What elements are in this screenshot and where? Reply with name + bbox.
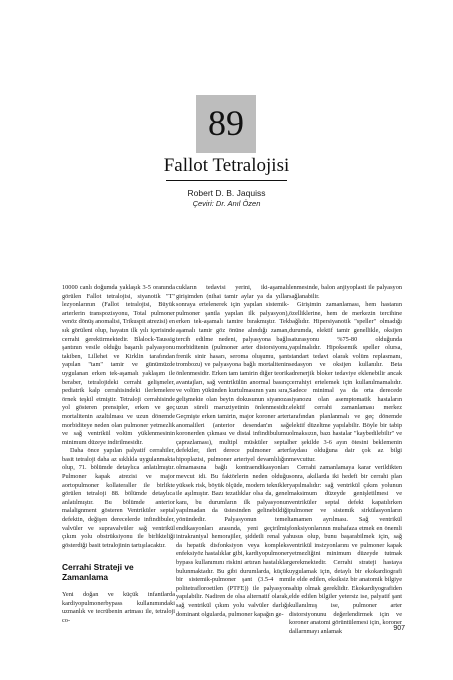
section-heading: Cerrahi Strateji ve Zamanlama: [62, 562, 134, 582]
paragraph: 10000 canlı doğumda yaklaşık 3-5 oranında görülen Fallot tetralojisi, siyanotik "T" lezyonlarının (Fallot tetralojisi, Büyük arterlerin transpozisyonu, Total pulmoner venöz dönüş anomalisi, Trikuspit atrezisi) en sık görüleni olup, hayatın ilk yılı içerisinde cerrahi gerektirmektedir. Blalock-Taussig şantının vesile olduğu başarılı palyasyonu takiben, Lillehei ve Kirklin tarafından yapılan "tam" tamir ve günümüzde uygulanan erken tek-aşamalı yaklaşım ile beraber, tetralojideki cerrahi gelişmeler, pediatrik kalp cerrahisindeki ilerlemelere örnek teşkil etmiştir. Tetraloji cerrahisinde yol gösteren prensipler, erken ve geç mortalitenin azaltılması ve uzun dönemde morbiditeye neden olan pulmoner yetmezlik ve sağ ventrikül volüm yüklenmesinin minimum düzeye indirilmesidir.: [62, 284, 175, 446]
chapter-translator: Çeviri: Dr. Anıl Özen: [192, 199, 261, 208]
paragraph: lenmesinde, balon anjiyoplasti ile palyasyon sağlanabilir.: [289, 284, 402, 300]
paragraph: Daha önce yapılan palyatif cerrahiler, basit tetraloji daha az sıklıkla uygulanmakta olup, 71. bölümde detaylıca anlatılmıştır. Pulmoner kapak atrezisi ve major aortopulmoner kollateraller ile birlikte görülen tetraloji 88. bölümde detaylıca anlatılmıştır. Bu bölümde anterior malalignment gösteren Ventriküler septal defektin, değişen derecelerde infindibuler, valvüler ve supravalvüler sağ ventrikül çıkım yolu obstrüksiyonu ile birlikteliği gösterdiği basit tetralojinin tartışılacaktır.: [62, 447, 175, 549]
body-column-2: [176, 284, 289, 622]
page-number: 907: [393, 625, 405, 632]
paragraph: cukların tedavisi yerini, iki-aşamalı girişimden (nihai tamir aylar ya da yıllar sonraya ertelenerek için yapılan sistemik-pulmoner şantla yapılan ilk palyasyon), erken tek-aşamalı tamire bırakmıştır. Tek aşamalı tamir göz önüne alındığı zaman, tercih edilme nedeni, palyasyona bağlı morbiditenin (pulmoner arter distorsiyonu, frenik sinir hasarı, seroma oluşumu, şant trombozu) ve palyasyona bağlı mortalitenin önlenmesidir. Erken tam tamirin diğer teorik avantajları, sağ ventrikülün anormal basınç ve volüm yükünden kurtulmasının yanı sıra, gelişmekte olan beyin dokusunun siyanoza uzun süreli maruziyetinin önlenmesidir. Geçmişte erken tamirin, major koroner arter anomalileri (anterior desendan'ın sağ koronerden çıkması ve distal infindibulumu çaprazlaması), multipl müsküler septal defektler, ileri derece pulmoner arter hipoplazisi, pulmoner arteriyel devamlılığın olmamasına bağlı kontraendikasyonları mevcut idi. Bu faktörlerin neden olduğu yüksek risk, böyük ölçüde, modern teknikler ile aşılmıştır. Bazı tezatlıklar olsa da, genel kanı, bu durumların ilk palyasyonun yapılmadan da üstesinden gelinebildiği yönündedir. Palyasyonun temel endikasyonları arasında, yeni geçirilmiş intrakraniyal hemorajiler, şiddetli renal ya da hepatik disfonksiyon veya kompleks enfeksiyöz hastalıklar gibi, kardiyopulmoner bypass kullanımını riskini artıran hastalıklar bulunmaktadır. Bu gibi durumlarda, küçük bir sistemik-pulmoner şant (3.5-4 mm politetrafloroetilen (PTFE)) ile palyasyon yapılabilir. Nadiren de olsa alternatif olarak, sağ ventrikül çıkım yolu valvüler darlığı dominant olgularda, pulmoner kapağın ge-: [176, 284, 289, 618]
body-column-1-continued: [62, 591, 175, 624]
chapter-author: Robert D. B. Jaquiss: [187, 188, 266, 198]
chapter-number: 89: [208, 103, 244, 143]
paragraph: Cerrahi zamanlamaya karar verildikten sonra, akıllarda iki hedefi bir cerrahi plan yapılmalıdır: sağ ventrikül çıkım yolunun maksimum düzeyde genişletilmesi ve ventriküler septal defekt kapatılırken pulmoner ve sistemik sirkülasyonların tamamen ayrılması. Sağ ventrikül fonksiyonlarının muhafaza etmek en önemli husus olup, bunu başarabilmek için, sağ ventrikül insizyonlarını ve pulmoner kapak yetmezliğini minimum düzeyde tutmak gerekmektedir. Cerrahi strateji hastaya uygulamak için, detaylı bir ekokardiografi ile elde edilen, eksiksiz bir anatomik bilgiye sahip olmak gereklidir. Ekokardiyografiden elde edilen bilgiler yetersiz ise, palyatif şant kullanılmış ise, pulmoner arter distorsiyonunu değerlendirmek için ve koroner anatomi görüntülemesi için, koroner dallarnmayı anlamak: [289, 464, 402, 635]
title-rule: [166, 180, 287, 181]
paragraph: Yeni doğan ve küçük infantlarda kardiyopulmonerbypass kullanımındaki uzmanlık ve tecrübenin artması ile, tetraloji co-: [62, 591, 175, 624]
paragraph: Girişimin zamanlaması, hem hastanın özelliklerine, hem de merkezin tercihine bağlıdır. Hipersiyanotik "speller" olmadığı durumda, elektif tamir genellikle, oksijen saturasyonu %75-80 olduğunda yapılmalıdır. Hipoksemik speller olursa, standart tedavi olarak volüm replasmanı, sedasyon ve oksijen kullanılır. Beta adrenerjik bloker tedaviye eklenebilir ancak cerrahiyi ertelemek için kullanılmamalıdır. Sadece minimal ya da orta derecede siyanozu olan asemptomatik hastaların elektif cerrahi zamanlaması merkez tarafından planlanmalı ve geç dönemde elektif düzeltme yapılabilir. Böyle bir tabip olmaksızın, bazı hastalar "kaybedilebilir" ve her şekilde 3-6 ayın ötesini beklemenin faydası olduğuna dair çok az bilgi mevcuttur.: [289, 301, 402, 463]
chapter-title: Fallot Tetralojisi: [163, 155, 290, 176]
body-column-1: [62, 284, 175, 554]
